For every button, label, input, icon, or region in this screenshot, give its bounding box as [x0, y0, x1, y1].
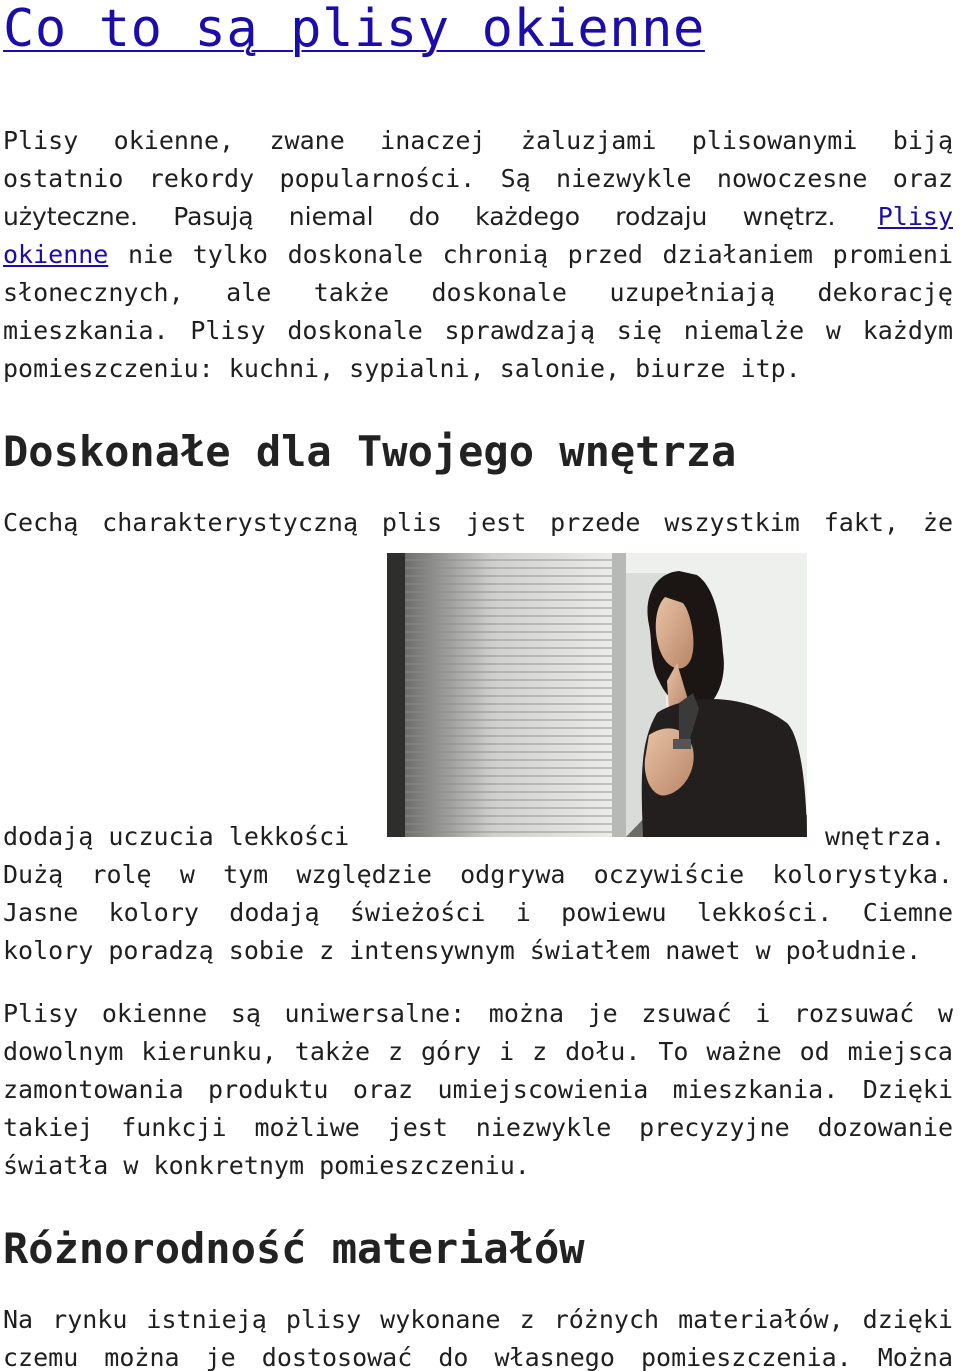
section1-p1-line-1: Cechą charakterystyczną plis jest przede wszystkim fakt, że — [3, 508, 953, 537]
section-heading-roznorodnosc: Różnorodność materiałów — [3, 1224, 585, 1273]
intro-line-3 — [3, 200, 953, 234]
intro-line-3-text: użyteczne. Pasują niemal do każdego rodzaju wnętrz. — [3, 202, 836, 231]
intro-line-5: słonecznych, ale także doskonale uzupełniają dekorację — [3, 278, 953, 307]
section1-p2-line-3: zamontowania produktu oraz umiejscowienia mieszkania. Dzięki — [3, 1075, 953, 1104]
section1-p1-line-2 — [3, 820, 953, 854]
section1-p1-line-3: Dużą rolę w tym względzie odgrywa oczywiście kolorystyka. — [3, 860, 953, 889]
plisy-okienne-link-part-2[interactable]: okienne — [3, 240, 109, 269]
plisy-okienne-link-part-1[interactable]: Plisy — [877, 202, 953, 231]
section2-p1-line-2: czemu można je dostosować do własnego pomieszczenia. Można — [3, 1343, 953, 1371]
section1-p1-line-5: kolory poradzą sobie z intensywnym światłem nawet w południe. — [3, 936, 922, 965]
section-heading-doskonale: Doskonałe dla Twojego wnętrza — [3, 427, 737, 476]
intro-line-4 — [3, 238, 953, 272]
section1-p2-line-2: dowolnym kierunku, także z góry i z dołu. To ważne od miejsca — [3, 1037, 953, 1066]
intro-line-4-text: nie tylko doskonale chronią przed działaniem promieni — [127, 240, 953, 269]
section1-p2-line-1: Plisy okienne są uniwersalne: można je zsuwać i rozsuwać w — [3, 999, 953, 1028]
section1-p1-line-2-start: dodają uczucia lekkości — [3, 822, 350, 851]
intro-line-1: Plisy okienne, zwane inaczej żaluzjami plisowanymi biją — [3, 126, 953, 155]
intro-line-6: mieszkania. Plisy doskonale sprawdzają się niemalże w każdym — [3, 316, 953, 345]
page-title-link[interactable]: Co to są plisy okienne — [3, 0, 705, 59]
intro-line-2: ostatnio rekordy popularności. Są niezwykle nowoczesne oraz — [3, 164, 953, 193]
woman-at-window-blinds-photo — [387, 553, 807, 837]
section1-p1-line-4: Jasne kolory dodają świeżości i powiewu lekkości. Ciemne — [3, 898, 953, 927]
section2-p1-line-1: Na rynku istnieją plisy wykonane z różnych materiałów, dzięki — [3, 1305, 953, 1334]
section1-p1-line-2-end: wnętrza. — [825, 822, 946, 851]
section1-p2-line-5: światła w konkretnym pomieszczeniu. — [3, 1151, 530, 1180]
page-title — [3, 0, 705, 58]
section1-p2-line-4: takiej funkcji możliwe jest niezwykle precyzyjne dozowanie — [3, 1113, 953, 1142]
intro-line-7: pomieszczeniu: kuchni, sypialni, salonie, biurze itp. — [3, 354, 801, 383]
